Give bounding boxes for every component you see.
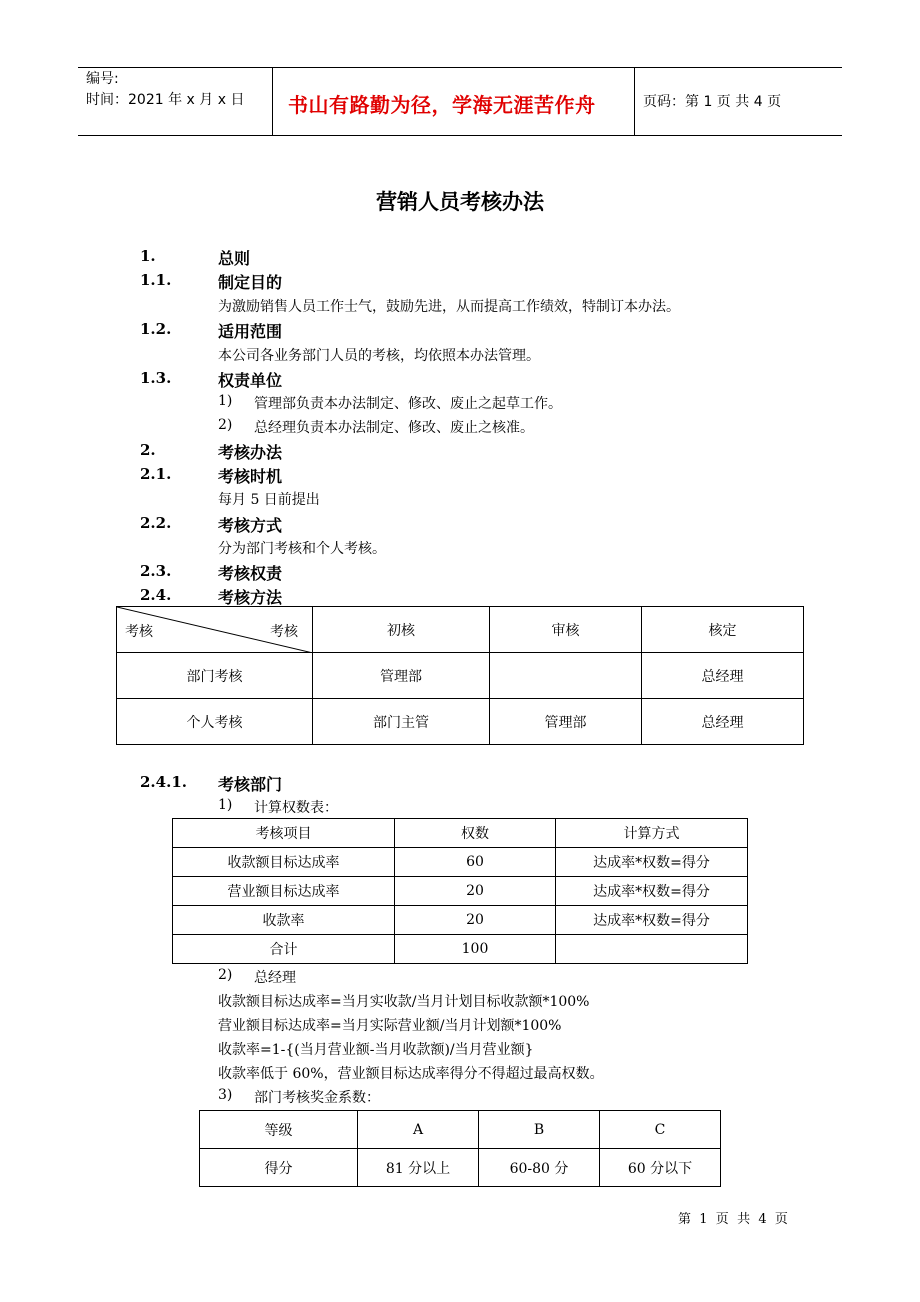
table-cell: 20 bbox=[395, 877, 556, 906]
document-title: 营销人员考核办法 bbox=[376, 189, 544, 214]
formula-line: 收款率=1-{(当月营业额-当月收款额)/当月营业额} bbox=[218, 1042, 534, 1058]
section-heading: 考核权责 bbox=[218, 564, 283, 583]
table-cell: 合计 bbox=[173, 935, 395, 964]
section-paragraph: 本公司各业务部门人员的考核，均依照本办法管理。 bbox=[218, 348, 540, 364]
table-header-cell: 初核 bbox=[313, 607, 490, 653]
authority-table bbox=[116, 606, 804, 745]
table-header-cell: 等级 bbox=[200, 1111, 358, 1149]
section-paragraph: 为激励销售人员工作士气，鼓励先进，从而提高工作绩效，特制订本办法。 bbox=[218, 299, 680, 315]
list-item-text: 总经理 bbox=[254, 970, 296, 986]
section-paragraph: 每月 5 日前提出 bbox=[218, 492, 320, 508]
table-header-cell: 核定 bbox=[642, 607, 804, 653]
list-item-number: 2) bbox=[218, 417, 233, 433]
table-cell: 总经理 bbox=[642, 699, 804, 745]
table-cell: 管理部 bbox=[313, 653, 490, 699]
table-cell: 达成率*权数=得分 bbox=[556, 877, 748, 906]
corner-right-label: 考核 bbox=[270, 624, 298, 640]
list-item-number: 1) bbox=[218, 393, 233, 409]
row-label-cell: 个人考核 bbox=[117, 699, 313, 745]
table-cell: 20 bbox=[395, 906, 556, 935]
header-page-label: 页码：第 1 页 共 4 页 bbox=[643, 94, 782, 110]
table-cell: 60-80 分 bbox=[479, 1149, 600, 1187]
section-heading: 考核方式 bbox=[218, 516, 283, 535]
table-header-cell: C bbox=[600, 1111, 721, 1149]
table-cell: 81 分以上 bbox=[358, 1149, 479, 1187]
table-cell: 达成率*权数=得分 bbox=[556, 848, 748, 877]
table-row bbox=[200, 1149, 721, 1187]
table-row bbox=[117, 699, 804, 745]
section-heading: 考核时机 bbox=[218, 467, 283, 486]
section-heading: 考核部门 bbox=[218, 775, 283, 794]
header-slogan: 书山有路勤为径，学海无涯苦作舟 bbox=[288, 93, 596, 117]
table-cell: 部门主管 bbox=[313, 699, 490, 745]
section-heading: 总则 bbox=[218, 249, 251, 268]
header-divider-1 bbox=[272, 67, 273, 135]
table-row bbox=[117, 653, 804, 699]
table-row bbox=[173, 848, 748, 877]
header-bottom-rule bbox=[78, 135, 842, 136]
formula-line: 收款率低于 60%，营业额目标达成率得分不得超过最高权数。 bbox=[218, 1066, 604, 1082]
corner-cell bbox=[117, 607, 313, 653]
section-number: 2. bbox=[140, 441, 156, 459]
header-top-rule bbox=[78, 67, 842, 68]
table-cell: 收款率 bbox=[173, 906, 395, 935]
table-cell: 60 bbox=[395, 848, 556, 877]
table-row bbox=[173, 935, 748, 964]
section-number: 1.3. bbox=[140, 369, 172, 387]
table-header-cell: 权数 bbox=[395, 819, 556, 848]
table-cell: 60 分以下 bbox=[600, 1149, 721, 1187]
table-cell: 达成率*权数=得分 bbox=[556, 906, 748, 935]
section-number: 2.1. bbox=[140, 465, 172, 483]
section-number: 1.1. bbox=[140, 271, 172, 289]
list-item-text: 计算权数表： bbox=[254, 800, 338, 816]
weight-table bbox=[172, 818, 748, 964]
header-divider-2 bbox=[634, 67, 635, 135]
formula-line: 营业额目标达成率=当月实际营业额/当月计划额*100% bbox=[218, 1018, 562, 1034]
table-cell: 管理部 bbox=[490, 699, 642, 745]
table-cell: 收款额目标达成率 bbox=[173, 848, 395, 877]
list-item-number: 2) bbox=[218, 967, 233, 983]
table-cell: 得分 bbox=[200, 1149, 358, 1187]
section-number: 2.3. bbox=[140, 562, 172, 580]
section-heading: 考核方法 bbox=[218, 588, 283, 607]
table-cell: 总经理 bbox=[642, 653, 804, 699]
table-header-cell: B bbox=[479, 1111, 600, 1149]
grade-table bbox=[199, 1110, 721, 1187]
section-paragraph: 分为部门考核和个人考核。 bbox=[218, 541, 386, 557]
table-header-cell: 考核项目 bbox=[173, 819, 395, 848]
table-cell: 营业额目标达成率 bbox=[173, 877, 395, 906]
section-heading: 考核办法 bbox=[218, 443, 283, 462]
section-number: 2.4.1. bbox=[140, 773, 187, 791]
corner-left-label: 考核 bbox=[125, 624, 153, 640]
table-cell: 100 bbox=[395, 935, 556, 964]
header-time-label: 时间：2021 年 x 月 x 日 bbox=[86, 92, 245, 108]
list-item-text: 管理部负责本办法制定、修改、废止之起草工作。 bbox=[254, 396, 562, 412]
list-item-number: 3) bbox=[218, 1087, 233, 1103]
section-heading: 适用范围 bbox=[218, 322, 283, 341]
page-footer: 第 1 页 共 4 页 bbox=[678, 1212, 788, 1227]
table-header-cell: A bbox=[358, 1111, 479, 1149]
section-number: 2.4. bbox=[140, 586, 172, 604]
header-code-label: 编号: bbox=[86, 71, 119, 87]
section-heading: 权责单位 bbox=[218, 371, 283, 390]
table-row bbox=[173, 877, 748, 906]
row-label-cell: 部门考核 bbox=[117, 653, 313, 699]
section-heading: 制定目的 bbox=[218, 273, 283, 292]
list-item-number: 1) bbox=[218, 797, 233, 813]
list-item-text: 部门考核奖金系数： bbox=[254, 1090, 380, 1106]
table-row bbox=[173, 906, 748, 935]
section-number: 2.2. bbox=[140, 514, 172, 532]
table-header-cell: 审核 bbox=[490, 607, 642, 653]
section-number: 1.2. bbox=[140, 320, 172, 338]
table-cell bbox=[556, 935, 748, 964]
section-number: 1. bbox=[140, 247, 156, 265]
formula-line: 收款额目标达成率=当月实收款/当月计划目标收款额*100% bbox=[218, 994, 590, 1010]
table-header-cell: 计算方式 bbox=[556, 819, 748, 848]
list-item-text: 总经理负责本办法制定、修改、废止之核准。 bbox=[254, 420, 534, 436]
table-cell bbox=[490, 653, 642, 699]
